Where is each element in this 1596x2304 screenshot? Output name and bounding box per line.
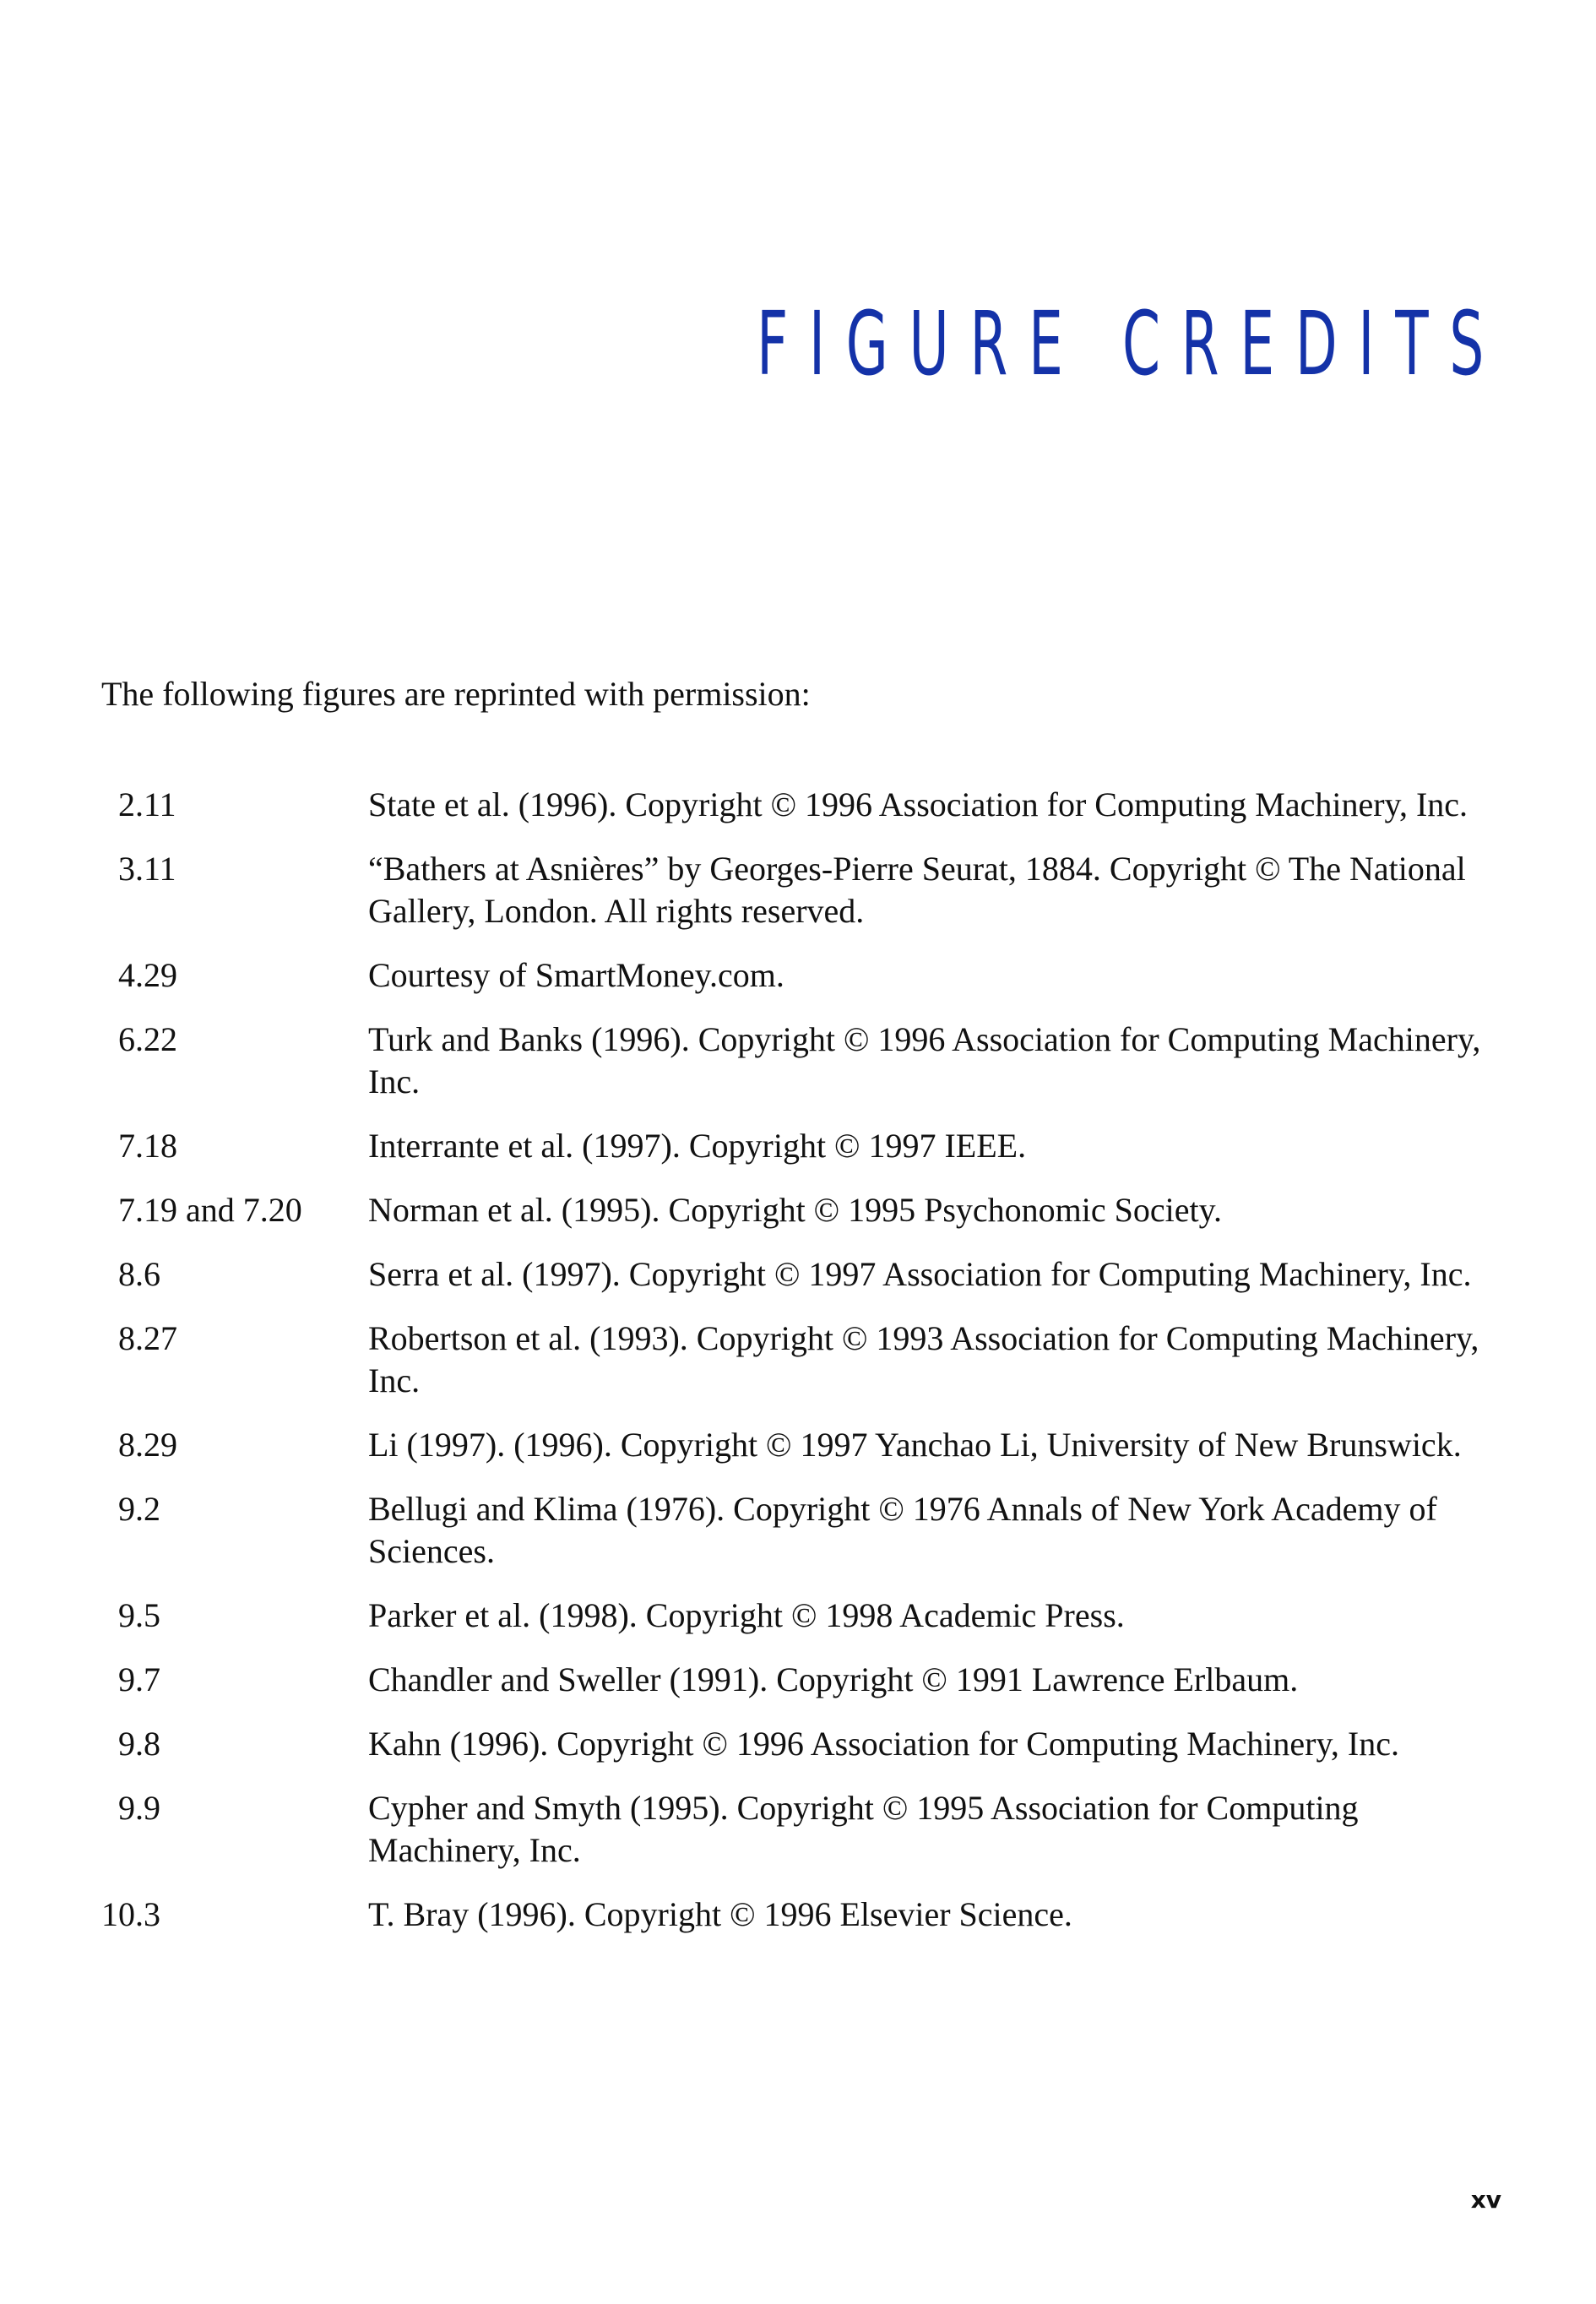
credit-text: Serra et al. (1997). Copyright © 1997 Association for Computing Machinery, Inc. [368,1255,1472,1293]
figure-number: 7.19 and 7.20 [118,1191,302,1229]
credit-text: Turk and Banks (1996). Copyright © 1996 Association for Computing Machinery, Inc. [368,1020,1481,1100]
page-number: xv [1470,2186,1501,2214]
credit-text: Cypher and Smyth (1995). Copyright © 1995 Association for Computing Machinery, Inc. [368,1789,1359,1869]
figure-number: 8.6 [118,1255,160,1293]
credit-text: Robertson et al. (1993). Copyright © 1993 Association for Computing Machinery, Inc. [368,1319,1479,1399]
figure-number: 7.18 [118,1127,177,1165]
figure-number: 10.3 [101,1895,160,1933]
figure-number: 9.5 [118,1596,160,1634]
figure-number: 9.2 [118,1490,160,1528]
figure-number: 2.11 [118,785,176,823]
credit-row [101,1424,1503,1466]
figure-number: 9.7 [118,1660,160,1698]
figure-number: 8.29 [118,1426,177,1464]
credit-row [101,848,1503,932]
credits-list [101,784,1503,1958]
credit-row [101,1189,1503,1231]
credit-row [101,1019,1503,1103]
credit-text: “Bathers at Asnières” by Georges-Pierre Seurat, 1884. Copyright © The National Gallery, London. All rights reserved. [368,850,1466,930]
credit-text: Norman et al. (1995). Copyright © 1995 Psychonomic Society. [368,1191,1222,1229]
credit-row [101,1787,1503,1872]
figure-number: 3.11 [118,850,176,888]
credit-text: T. Bray (1996). Copyright © 1996 Elsevier Science. [368,1895,1072,1933]
credit-text: Parker et al. (1998). Copyright © 1998 Academic Press. [368,1596,1125,1634]
figure-number: 6.22 [118,1020,177,1058]
credit-row [101,1253,1503,1296]
figure-number: 4.29 [118,956,177,994]
figure-number: 9.9 [118,1789,160,1827]
credit-text: Courtesy of SmartMoney.com. [368,956,784,994]
credit-text: Interrante et al. (1997). Copyright © 1997 IEEE. [368,1127,1027,1165]
page-title: FIGURE CREDITS [756,292,1505,395]
figure-number: 9.8 [118,1725,160,1763]
credit-row [101,784,1503,826]
credit-text: Bellugi and Klima (1976). Copyright © 1976 Annals of New York Academy of Sciences. [368,1490,1437,1570]
intro-text: The following figures are reprinted with permission: [101,675,811,713]
credit-text: Li (1997). (1996). Copyright © 1997 Yanchao Li, University of New Brunswick. [368,1426,1462,1464]
credit-row [101,1659,1503,1701]
credit-row [101,1318,1503,1402]
credit-row [101,1125,1503,1167]
credit-text: Kahn (1996). Copyright © 1996 Association for Computing Machinery, Inc. [368,1725,1399,1763]
credit-row [101,1723,1503,1765]
credit-text: State et al. (1996). Copyright © 1996 Association for Computing Machinery, Inc. [368,785,1468,823]
credit-row [101,1894,1503,1936]
credit-row [101,1488,1503,1573]
credit-text: Chandler and Sweller (1991). Copyright © 1991 Lawrence Erlbaum. [368,1660,1299,1698]
credit-row [101,954,1503,997]
credit-row [101,1595,1503,1637]
figure-number: 8.27 [118,1319,177,1357]
